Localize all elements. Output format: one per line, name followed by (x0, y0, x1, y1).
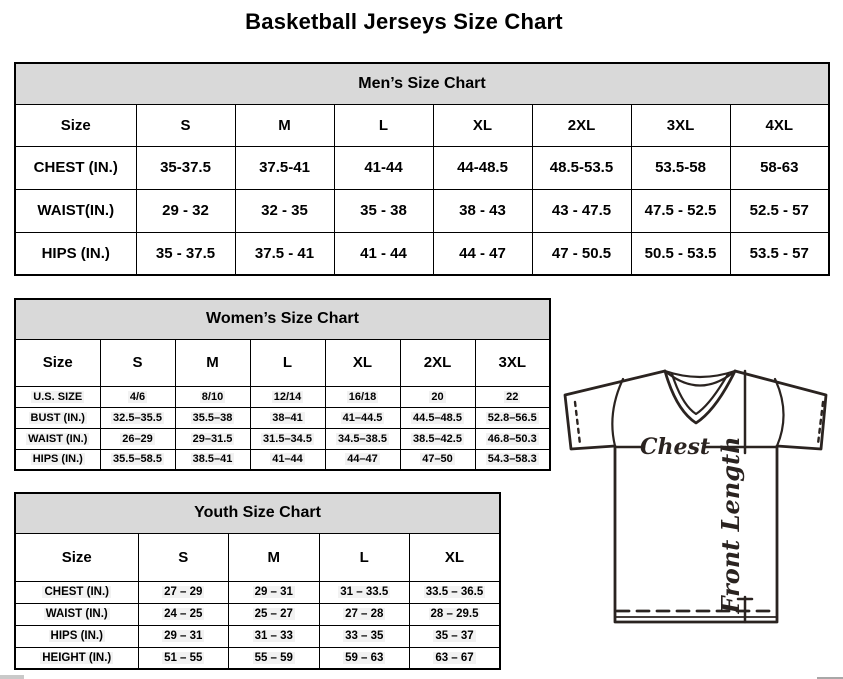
youth-row-label: CHEST (IN.) (15, 581, 138, 603)
men-cell-value: 37.5-41 (235, 146, 334, 189)
men-cell-value: 32 - 35 (235, 189, 334, 232)
men-cell-value: 41 - 44 (334, 232, 433, 275)
men-cell-value: 50.5 - 53.5 (631, 232, 730, 275)
men-table-row (15, 146, 829, 189)
youth-cell-value: 29 – 31 (229, 581, 320, 603)
women-cell-value: 38.5–41 (175, 449, 250, 470)
men-column-header-m: M (235, 104, 334, 146)
women-cell-value: 38–41 (250, 407, 325, 428)
men-cell-value: 38 - 43 (433, 189, 532, 232)
men-cell-value: 35-37.5 (136, 146, 235, 189)
men-cell-value: 29 - 32 (136, 189, 235, 232)
men-column-header-l: L (334, 104, 433, 146)
youth-cell-value: 29 – 31 (138, 625, 229, 647)
women-column-header-3xl: 3XL (475, 339, 550, 386)
women-table-row (15, 407, 550, 428)
women-cell-value: 46.8–50.3 (475, 428, 550, 449)
women-cell-value: 32.5–35.5 (100, 407, 175, 428)
armhole-seam-right (775, 379, 784, 446)
women-cell-value: 31.5–34.5 (250, 428, 325, 449)
women-column-header-m: M (175, 339, 250, 386)
women-cell-value: 35.5–38 (175, 407, 250, 428)
women-cell-value: 22 (475, 386, 550, 407)
men-cell-value: 53.5-58 (631, 146, 730, 189)
youth-cell-value: 24 – 25 (138, 603, 229, 625)
men-column-header-xl: XL (433, 104, 532, 146)
jersey-outline (565, 371, 826, 622)
chest-label: Chest (639, 434, 711, 460)
women-cell-value: 29–31.5 (175, 428, 250, 449)
womens-size-table (14, 298, 551, 471)
men-cell-value: 48.5-53.5 (532, 146, 631, 189)
youth-cell-value: 33.5 – 36.5 (410, 581, 501, 603)
youth-cell-value: 35 – 37 (410, 625, 501, 647)
men-cell-value: 35 - 37.5 (136, 232, 235, 275)
youth-cell-value: 27 – 29 (138, 581, 229, 603)
women-cell-value: 44.5–48.5 (400, 407, 475, 428)
men-size-header: Size (15, 104, 136, 146)
women-cell-value: 8/10 (175, 386, 250, 407)
youth-table-row (15, 603, 500, 625)
youth-cell-value: 25 – 27 (229, 603, 320, 625)
youth-column-header-l: L (319, 533, 410, 581)
men-column-header-3xl: 3XL (631, 104, 730, 146)
women-table-row (15, 449, 550, 470)
jersey-diagram-svg (555, 355, 843, 645)
collar-back-arc-upper (665, 371, 735, 377)
men-cell-value: 35 - 38 (334, 189, 433, 232)
women-column-header-l: L (250, 339, 325, 386)
men-cell-value: 53.5 - 57 (730, 232, 829, 275)
women-column-header-s: S (100, 339, 175, 386)
women-table-row (15, 428, 550, 449)
women-cell-value: 54.3–58.3 (475, 449, 550, 470)
youth-size-header: Size (15, 533, 138, 581)
women-size-header: Size (15, 339, 100, 386)
men-cell-value: 41-44 (334, 146, 433, 189)
men-cell-value: 43 - 47.5 (532, 189, 631, 232)
women-column-header-2xl: 2XL (400, 339, 475, 386)
men-cell-value: 47.5 - 52.5 (631, 189, 730, 232)
front-length-label: Front Length (716, 436, 745, 614)
women-cell-value: 4/6 (100, 386, 175, 407)
youth-cell-value: 31 – 33.5 (319, 581, 410, 603)
youth-table-row (15, 625, 500, 647)
page-title: Basketball Jerseys Size Chart (245, 9, 563, 34)
men-cell-value: 58-63 (730, 146, 829, 189)
women-cell-value: 47–50 (400, 449, 475, 470)
women-chart-title: Women’s Size Chart (15, 299, 550, 339)
men-column-header-2xl: 2XL (532, 104, 631, 146)
women-cell-value: 12/14 (250, 386, 325, 407)
youth-cell-value: 55 – 59 (229, 647, 320, 669)
youth-cell-value: 27 – 28 (319, 603, 410, 625)
men-table-row (15, 189, 829, 232)
youth-column-header-xl: XL (410, 533, 501, 581)
men-column-header-4xl: 4XL (730, 104, 829, 146)
men-row-label: HIPS (IN.) (15, 232, 136, 275)
women-table-row (15, 386, 550, 407)
youth-column-header-s: S (138, 533, 229, 581)
women-row-label: BUST (IN.) (15, 407, 100, 428)
women-cell-value: 34.5–38.5 (325, 428, 400, 449)
men-cell-value: 44 - 47 (433, 232, 532, 275)
armhole-seam-left (612, 379, 623, 446)
youth-chart-title: Youth Size Chart (15, 493, 500, 533)
jersey-measurement-diagram (555, 355, 843, 645)
youth-row-label: HIPS (IN.) (15, 625, 138, 647)
youth-cell-value: 28 – 29.5 (410, 603, 501, 625)
women-cell-value: 41–44 (250, 449, 325, 470)
youth-row-label: WAIST (IN.) (15, 603, 138, 625)
women-row-label: U.S. SIZE (15, 386, 100, 407)
mens-size-table (14, 62, 830, 276)
youth-cell-value: 63 – 67 (410, 647, 501, 669)
men-cell-value: 44-48.5 (433, 146, 532, 189)
men-column-header-s: S (136, 104, 235, 146)
women-cell-value: 35.5–58.5 (100, 449, 175, 470)
women-cell-value: 26–29 (100, 428, 175, 449)
sleeve-stitch-left (575, 402, 580, 444)
men-chart-title: Men’s Size Chart (15, 63, 829, 104)
men-cell-value: 47 - 50.5 (532, 232, 631, 275)
women-row-label: WAIST (IN.) (15, 428, 100, 449)
women-cell-value: 52.8–56.5 (475, 407, 550, 428)
women-cell-value: 41–44.5 (325, 407, 400, 428)
women-column-header-xl: XL (325, 339, 400, 386)
women-cell-value: 38.5–42.5 (400, 428, 475, 449)
women-cell-value: 16/18 (325, 386, 400, 407)
youth-row-label: HEIGHT (IN.) (15, 647, 138, 669)
men-row-label: WAIST(IN.) (15, 189, 136, 232)
men-row-label: CHEST (IN.) (15, 146, 136, 189)
men-table-row (15, 232, 829, 275)
men-cell-value: 52.5 - 57 (730, 189, 829, 232)
youth-cell-value: 59 – 63 (319, 647, 410, 669)
youth-column-header-m: M (229, 533, 320, 581)
youth-table-row (15, 647, 500, 669)
youth-size-table (14, 492, 501, 670)
youth-cell-value: 31 – 33 (229, 625, 320, 647)
women-cell-value: 20 (400, 386, 475, 407)
horizontal-scrollbar-fragment-left[interactable] (0, 675, 24, 679)
youth-cell-value: 33 – 35 (319, 625, 410, 647)
women-row-label: HIPS (IN.) (15, 449, 100, 470)
women-cell-value: 44–47 (325, 449, 400, 470)
men-cell-value: 37.5 - 41 (235, 232, 334, 275)
youth-cell-value: 51 – 55 (138, 647, 229, 669)
youth-table-row (15, 581, 500, 603)
